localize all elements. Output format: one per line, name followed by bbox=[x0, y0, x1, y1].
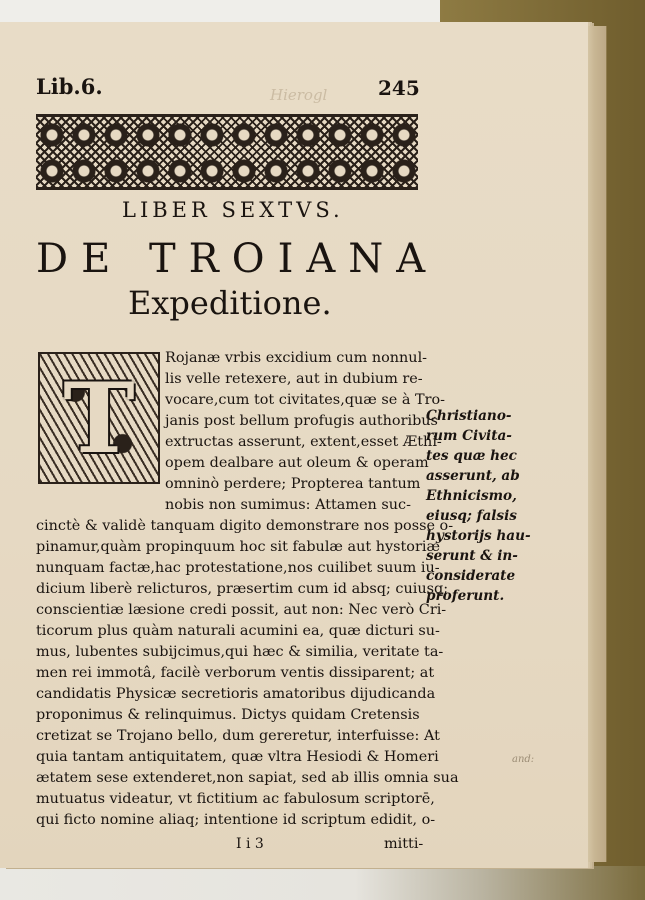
body-line: extructas asserunt, extent,esset Æthi- bbox=[165, 434, 442, 450]
body-line: Rojanæ vrbis excidium cum nonnul- bbox=[165, 350, 428, 366]
body-line: conscientiæ læsione credi possit, aut non: Nec verò Cri- bbox=[36, 602, 447, 618]
body-line: mus, lubentes subijcimus,qui hæc & similia, veritate ta- bbox=[36, 644, 444, 660]
bleed-through-text: Hierogl bbox=[270, 86, 328, 104]
body-line: mutuatus videatur, vt fictitium ac fabulosum scriptorē, bbox=[36, 791, 435, 807]
catchword: mitti- bbox=[384, 836, 424, 852]
body-line: cinctè & validè tanquam digito demonstrare nos posse o- bbox=[36, 518, 454, 534]
book-title: LIBER SEXTVS. bbox=[122, 198, 344, 222]
body-line: dicium liberè relicturos, præsertim cum id absq; cuiusq; bbox=[36, 581, 449, 597]
running-head: Lib.6. bbox=[36, 74, 103, 99]
decorated-initial bbox=[38, 352, 160, 484]
background-bottom bbox=[0, 866, 645, 900]
body-line: ætatem sese extenderet,non sapiat, sed ab illis omnia sua bbox=[36, 770, 459, 786]
body-line: vocare,cum tot civitates,quæ se à Tro- bbox=[165, 392, 445, 408]
body-line: janis post bellum profugis authoribus bbox=[165, 413, 438, 429]
body-line: ticorum plus quàm naturali acumini ea, quæ dicturi su- bbox=[36, 623, 440, 639]
initial-letter: T bbox=[63, 361, 135, 475]
margin-note-line: serunt & in- bbox=[426, 548, 518, 564]
margin-note-line: hystorijs hau- bbox=[426, 528, 531, 544]
body-line: pinamur,quàm propinquum hoc sit fabulæ aut hystoriæ bbox=[36, 539, 440, 555]
page-edge bbox=[588, 26, 607, 862]
chapter-title: DE TROIANA bbox=[36, 236, 439, 282]
margin-note-line: asserunt, ab bbox=[426, 468, 520, 484]
body-line: qui ficto nomine aliaq; intentione id scriptum edidit, o- bbox=[36, 812, 436, 828]
margin-note-line: Christiano- bbox=[426, 408, 512, 424]
body-line: nobis non sumimus: Attamen suc- bbox=[165, 497, 411, 513]
headpiece-ornament bbox=[36, 114, 418, 190]
chapter-subtitle: Expeditione. bbox=[128, 284, 332, 322]
margin-note-line: eiusq; falsis bbox=[426, 508, 517, 524]
body-line: omninò perdere; Propterea tantum bbox=[165, 476, 421, 492]
body-line: proponimus & relinquimus. Dictys quidam Cretensis bbox=[36, 707, 420, 723]
body-line: cretizat se Trojano bello, dum gereretur, interfuisse: At bbox=[36, 728, 440, 744]
faint-mark: and: bbox=[512, 754, 535, 765]
margin-note-line: Ethnicismo, bbox=[426, 488, 517, 504]
body-line: men rei immotâ, facilè verborum ventis dissiparent; at bbox=[36, 665, 435, 681]
body-line: lis velle retexere, aut in dubium re- bbox=[165, 371, 423, 387]
body-line: nunquam factæ,hac protestatione,nos cuilibet suum iu- bbox=[36, 560, 440, 576]
page-number: 245 bbox=[378, 76, 420, 100]
margin-note-line: rum Civita- bbox=[426, 428, 512, 444]
body-line: quia tantam antiquitatem, quæ vltra Hesiodi & Homeri bbox=[36, 749, 439, 765]
margin-note-line: considerate bbox=[426, 568, 516, 584]
margin-note-line: proferunt. bbox=[426, 588, 505, 604]
signature-mark: I i 3 bbox=[236, 836, 264, 852]
margin-note-line: tes quæ hec bbox=[426, 448, 517, 464]
body-line: candidatis Physicæ secretioris amatoribus dijudicanda bbox=[36, 686, 436, 702]
body-line: opem dealbare aut oleum & operam bbox=[165, 455, 429, 471]
